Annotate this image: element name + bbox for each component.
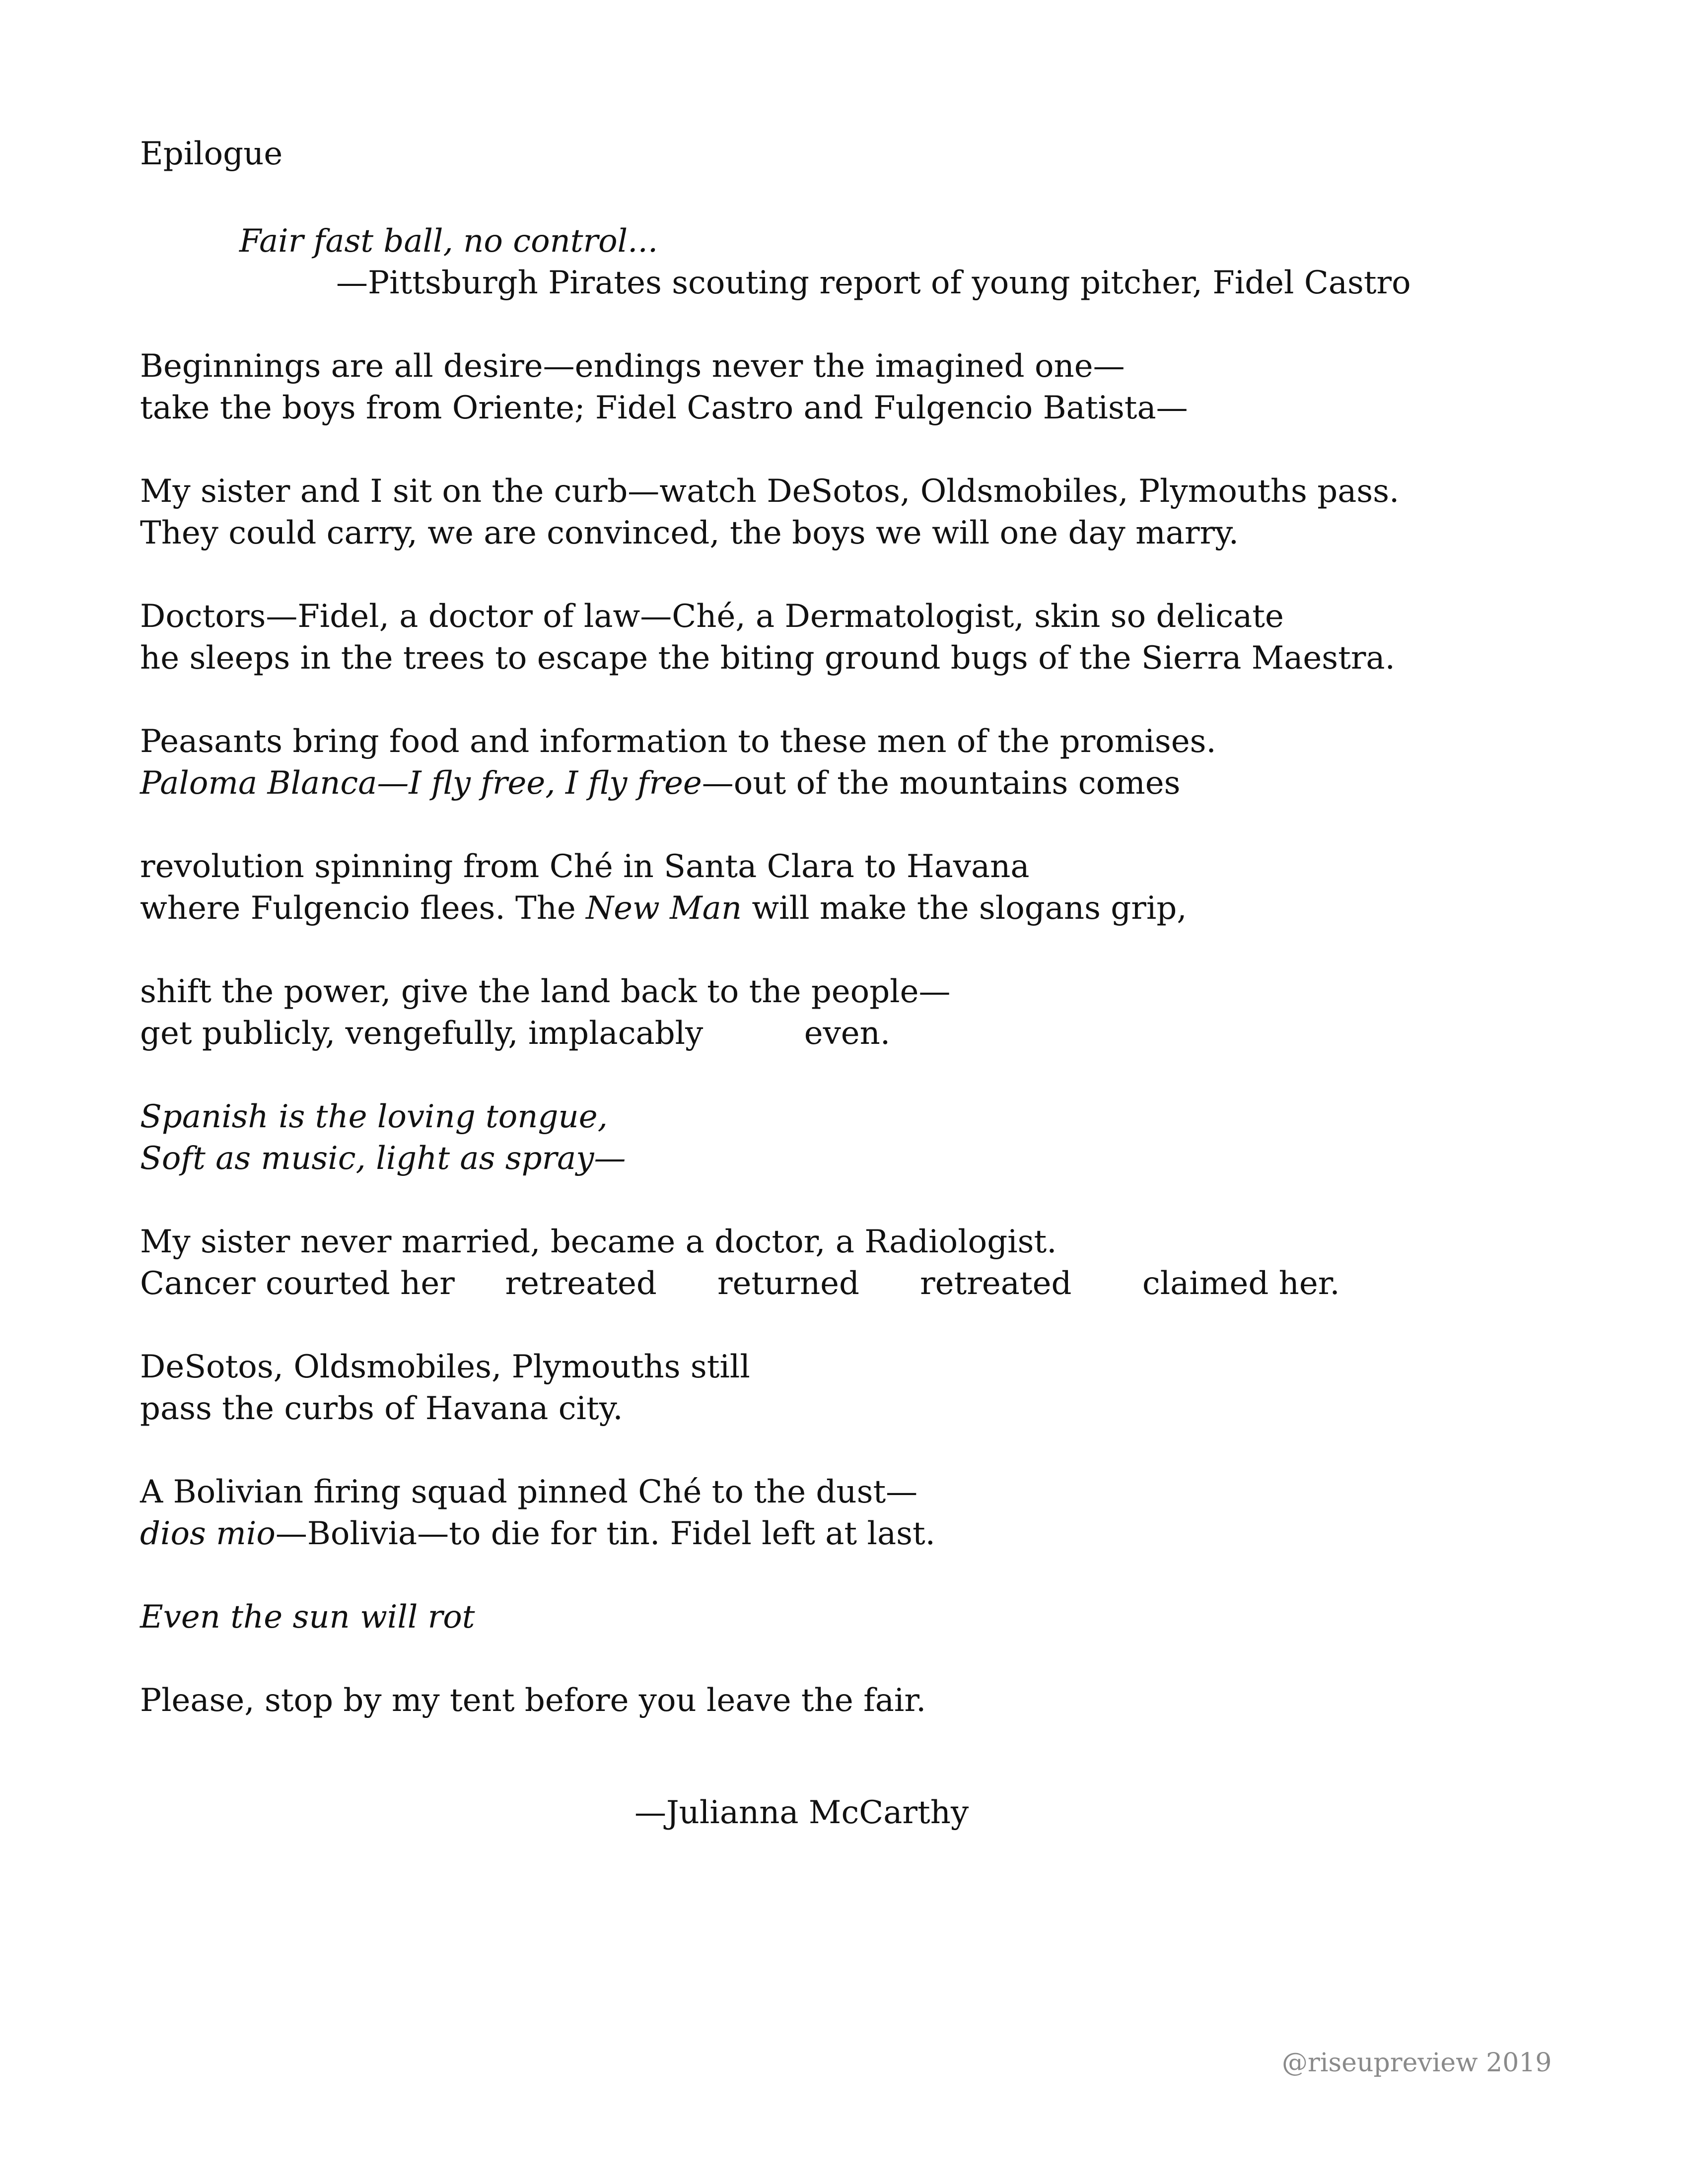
- stanza: [140, 471, 1399, 554]
- italic-text: Paloma Blanca—I fly free, I fly free: [140, 765, 702, 802]
- line-text: —out of the mountains comes: [702, 765, 1181, 802]
- line-text: where Fulgencio flees. The: [140, 890, 586, 927]
- italic-text: Even the sun will rot: [140, 1599, 475, 1636]
- poem-line: [140, 387, 1399, 429]
- poem-body: [140, 345, 1399, 1763]
- poem-line: [140, 1096, 1399, 1138]
- poem-line: [140, 1263, 1399, 1304]
- copyright-footer: @riseupreview 2019: [1282, 2048, 1552, 2078]
- poem-line: [140, 1013, 1399, 1054]
- line-text: Please, stop by my tent before you leave the fair.: [140, 1682, 926, 1719]
- poem-line: [140, 762, 1399, 804]
- poem-line: [140, 887, 1399, 929]
- stanza: [140, 345, 1399, 429]
- epigraph: [140, 220, 1411, 304]
- line-text: take the boys from Oriente; Fidel Castro and Fulgencio Batista—: [140, 390, 1188, 426]
- poem-line: [140, 1596, 1399, 1638]
- line-text: —Bolivia—to die for tin. Fidel left at last.: [275, 1515, 935, 1552]
- poem-line: [140, 1221, 1399, 1263]
- stanza: [140, 971, 1399, 1054]
- italic-text: New Man: [586, 890, 742, 927]
- line-text: pass the curbs of Havana city.: [140, 1390, 623, 1427]
- stanza: [140, 1596, 1399, 1638]
- line-text: will make the slogans grip,: [742, 890, 1187, 927]
- line-text: shift the power, give the land back to the people—: [140, 973, 951, 1010]
- line-text: DeSotos, Oldsmobiles, Plymouths still: [140, 1349, 750, 1385]
- line-text: get publicly, vengefully, implacably even.: [140, 1015, 891, 1052]
- italic-text: dios mio: [140, 1515, 276, 1552]
- poem-line: [140, 846, 1399, 887]
- line-text: Peasants bring food and information to these men of the promises.: [140, 723, 1216, 760]
- stanza: [140, 1471, 1399, 1555]
- author-signature: —Julianna McCarthy: [634, 1794, 969, 1831]
- poem-line: [140, 471, 1399, 512]
- line-text: Cancer courted her retreated returned retreated claimed her.: [140, 1265, 1340, 1302]
- poem-line: [140, 1513, 1399, 1555]
- stanza: [140, 596, 1399, 679]
- poem-line: [140, 1388, 1399, 1430]
- poem-line: [140, 721, 1399, 762]
- line-text: he sleeps in the trees to escape the biting ground bugs of the Sierra Maestra.: [140, 640, 1395, 677]
- poem-line: [140, 345, 1399, 387]
- stanza: [140, 1346, 1399, 1430]
- italic-text: Spanish is the loving tongue,: [140, 1098, 608, 1135]
- italic-text: Soft as music, light as spray—: [140, 1140, 626, 1177]
- poem-line: [140, 1138, 1399, 1179]
- stanza: [140, 1680, 1399, 1721]
- line-text: Beginnings are all desire—endings never the imagined one—: [140, 348, 1125, 385]
- poem-title: Epilogue: [140, 136, 283, 172]
- line-text: My sister never married, became a doctor, a Radiologist.: [140, 1224, 1057, 1260]
- stanza: [140, 846, 1399, 929]
- line-text: A Bolivian firing squad pinned Ché to the dust—: [140, 1474, 918, 1510]
- epigraph-source: —Pittsburgh Pirates scouting report of young pitcher, Fidel Castro: [336, 265, 1411, 301]
- poem-line: [140, 1680, 1399, 1721]
- poem-line: [140, 1346, 1399, 1388]
- line-text: Doctors—Fidel, a doctor of law—Ché, a Dermatologist, skin so delicate: [140, 598, 1284, 635]
- stanza: [140, 1221, 1399, 1304]
- line-text: My sister and I sit on the curb—watch DeSotos, Oldsmobiles, Plymouths pass.: [140, 473, 1400, 510]
- epigraph-quote: Fair fast ball, no control...: [239, 223, 658, 260]
- stanza: [140, 721, 1399, 804]
- poem-line: [140, 637, 1399, 679]
- line-text: They could carry, we are convinced, the boys we will one day marry.: [140, 515, 1239, 551]
- poem-line: [140, 971, 1399, 1013]
- poem-line: [140, 596, 1399, 637]
- line-text: revolution spinning from Ché in Santa Clara to Havana: [140, 848, 1030, 885]
- poem-line: [140, 1471, 1399, 1513]
- stanza: [140, 1096, 1399, 1179]
- poem-line: [140, 512, 1399, 554]
